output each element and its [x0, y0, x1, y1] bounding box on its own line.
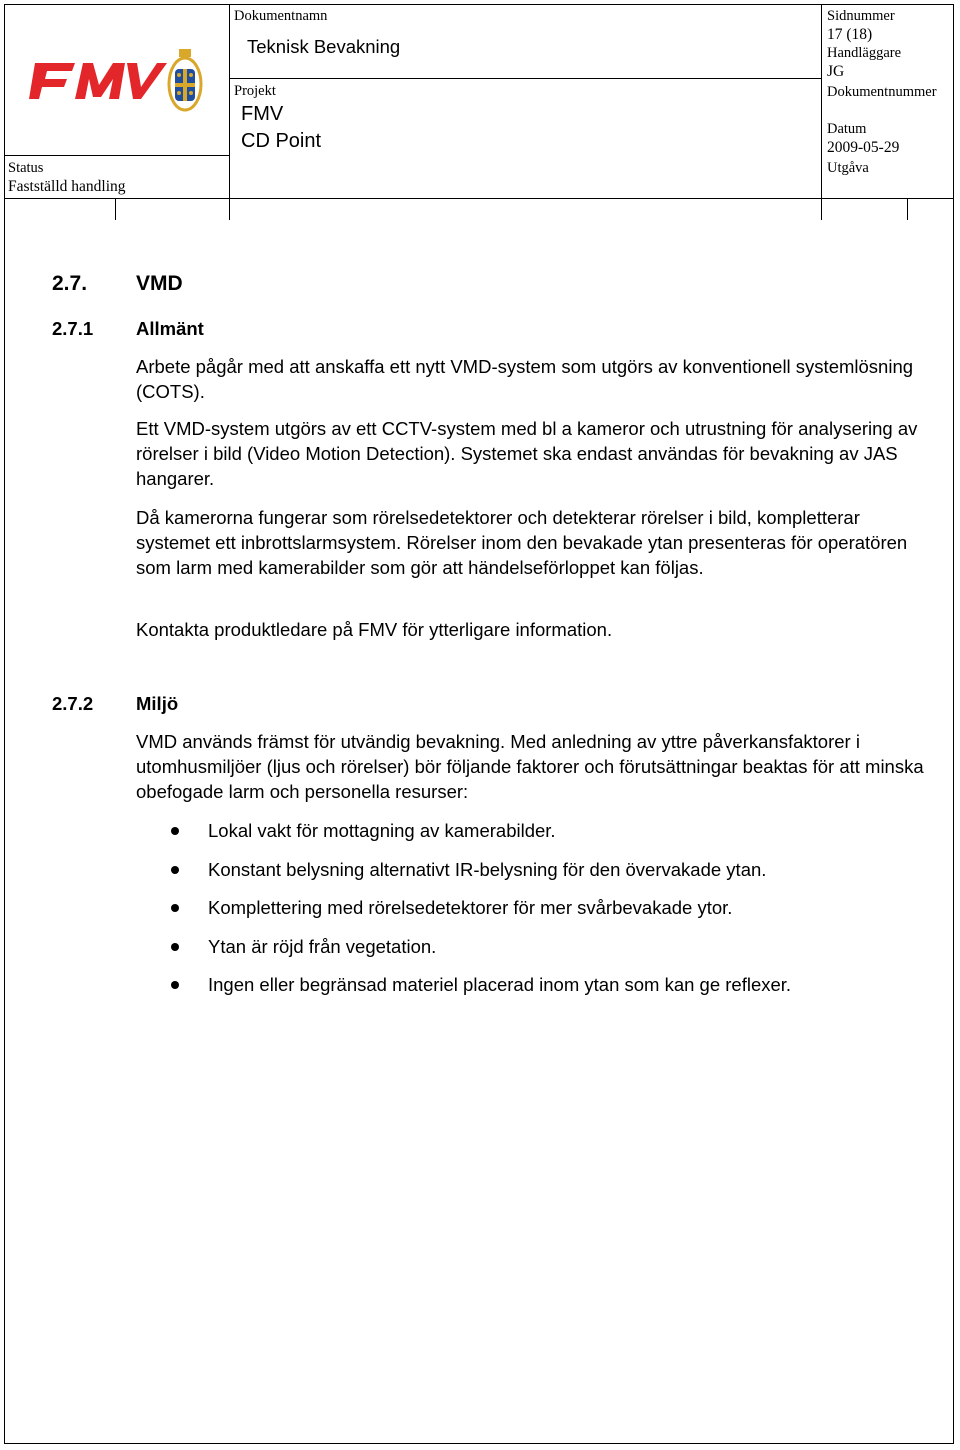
paragraph-1 [136, 354, 936, 404]
paragraph-3 [136, 505, 936, 580]
paragraph-4-text: Kontakta produktledare på FMV för ytterligare information. [136, 619, 613, 640]
header-hline-status [5, 155, 229, 156]
subsection-1-number: 2.7.1 [52, 318, 94, 339]
list-item-text: Ingen eller begränsad materiel placerad inom ytan som kan ge reflexer. [208, 974, 792, 996]
list-item [136, 972, 936, 1011]
date-label: Datum [827, 121, 867, 137]
handler-label: Handläggare [827, 45, 902, 61]
list-item [136, 857, 936, 896]
doc-name-label: Dokumentnamn [234, 8, 328, 24]
header-tick-2 [229, 198, 230, 220]
paragraph-5-text: VMD används främst för utvändig bevakning. Med anledning av yttre påverkansfaktorer i utomhusmiljöer (ljus och rörelser) bör följande faktorer och förutsättningar beaktas för att minska obefogade larm och personella resurser: [136, 731, 924, 802]
bullet-dot-icon [171, 981, 179, 989]
document-page [4, 4, 954, 1444]
subsection-2-number: 2.7.2 [52, 693, 94, 714]
list-item [136, 818, 936, 857]
factor-list [136, 818, 936, 1011]
header-tick-3 [821, 198, 822, 220]
project-label: Projekt [234, 83, 276, 99]
doc-number-label: Dokumentnummer [827, 84, 937, 100]
header-hline-mid [229, 78, 821, 79]
header-vline-1 [229, 5, 230, 201]
status-value: Fastställd handling [8, 178, 126, 195]
header-tick-4 [907, 198, 908, 220]
project-value-2: CD Point [241, 130, 322, 152]
list-item-text: Lokal vakt för mottagning av kamerabilder. [208, 820, 556, 841]
list-item-text: Komplettering med rörelsedetektorer för mer svårbevakade ytor. [208, 897, 733, 919]
handler-value: JG [827, 63, 845, 80]
section-number: 2.7. [52, 272, 88, 295]
page-number-label: Sidnummer [827, 8, 895, 24]
subsection-1-title: Allmänt [136, 318, 204, 339]
date-value: 2009-05-29 [827, 139, 900, 156]
paragraph-2-text: Ett VMD-system utgörs av ett CCTV-system med bl a kameror och utrustning för analysering av rörelser i bild (Video Motion Detection). Systemet ska endast användas för bevakning av JAS hangarer. [136, 418, 918, 489]
swedish-crest-icon [169, 49, 201, 110]
header-vline-2 [821, 5, 822, 201]
list-item [136, 934, 936, 973]
paragraph-4 [136, 617, 936, 642]
edition-label: Utgåva [827, 160, 869, 176]
header-tick-1 [115, 198, 116, 220]
status-label: Status [8, 160, 44, 176]
paragraph-1-text: Arbete pågår med att anskaffa ett nytt VMD-system som utgörs av konventionell systemlösning (COTS). [136, 356, 914, 402]
paragraph-5 [136, 729, 936, 804]
bullet-dot-icon [171, 827, 179, 835]
list-item [136, 895, 936, 934]
fmv-logo-graphic [29, 39, 209, 119]
fmv-logo [29, 39, 209, 119]
bullet-dot-icon [171, 943, 179, 951]
bullet-dot-icon [171, 866, 179, 874]
doc-name-value: Teknisk Bevakning [247, 36, 401, 57]
bullet-dot-icon [171, 904, 179, 912]
header-hline-bottom [5, 198, 953, 199]
list-item-text: Konstant belysning alternativt IR-belysning för den övervakade ytan. [208, 858, 767, 880]
paragraph-3-text: Då kamerorna fungerar som rörelsedetektorer och detekterar rörelser i bild, kompletterar systemet ett inbrottslarmsystem. Rörelser inom den bevakade ytan presenteras för operatören som larm med kamerabilder som gör att händelseförloppet kan följas. [136, 507, 908, 578]
page-number-value: 17 (18) [827, 26, 873, 43]
section-title: VMD [136, 272, 183, 295]
subsection-2-title: Miljö [136, 693, 179, 714]
list-item-text: Ytan är röjd från vegetation. [208, 935, 437, 957]
paragraph-2 [136, 416, 936, 491]
project-value-1: FMV [241, 103, 284, 125]
